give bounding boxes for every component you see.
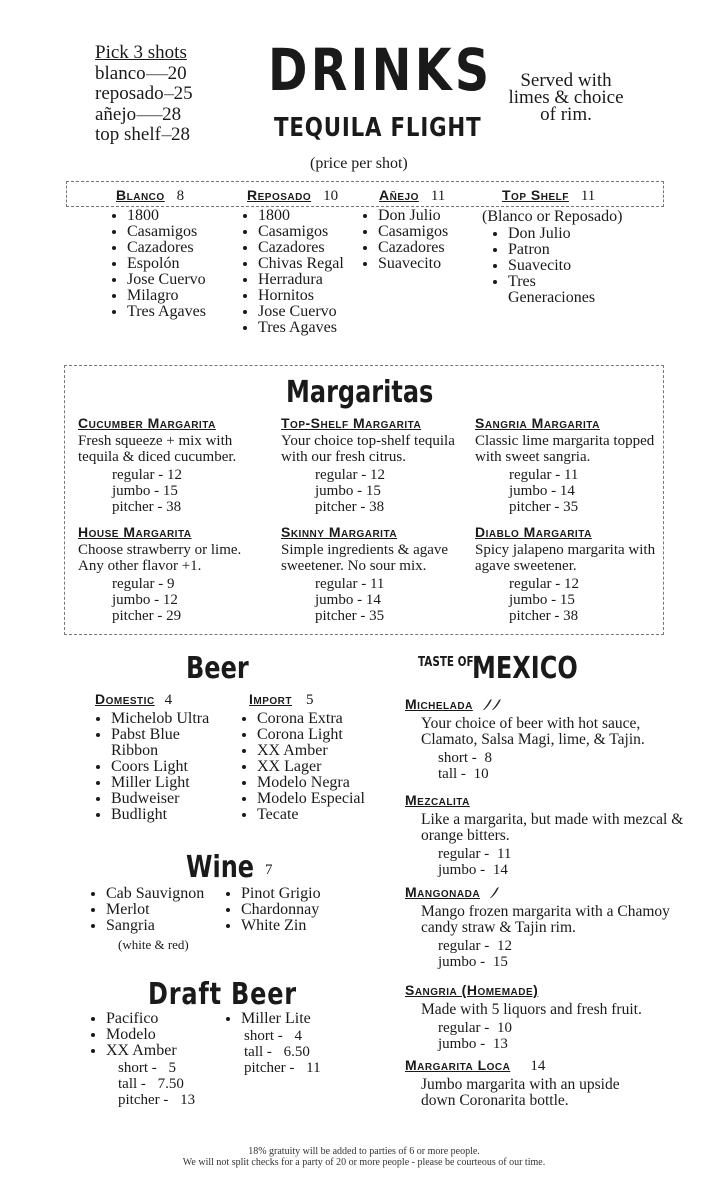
draft-item: • Pacifico: [106, 1011, 177, 1027]
domestic-item: • Budlight: [111, 807, 229, 823]
price-label: tall -: [438, 766, 470, 782]
price-row: [118, 1076, 195, 1092]
price-row: [438, 954, 705, 970]
import-item: • XX Lager: [257, 759, 389, 775]
margarita-desc: Your choice top-shelf tequila with our fresh citrus.: [281, 433, 455, 465]
price-value: 13: [180, 1092, 196, 1108]
loca-desc: Jumbo margarita with an upside down Coronarita bottle.: [421, 1076, 620, 1109]
price-label: regular -: [315, 467, 370, 483]
wine-item: • Merlot: [106, 902, 204, 918]
mexico-item: [405, 882, 705, 970]
price-label: regular -: [112, 467, 167, 483]
price-row: [112, 592, 268, 608]
margarita-prices: [509, 467, 665, 515]
price-row: [244, 1044, 321, 1060]
price-row: [244, 1060, 321, 1076]
mexico-prices: [438, 1020, 705, 1052]
price-label: jumbo -: [438, 954, 489, 970]
mexico-item-desc: Like a margarita, but made with mezcal & orange bitters.: [421, 811, 684, 844]
domestic-header: [95, 689, 245, 708]
price-row: [112, 608, 268, 624]
price-value: 14: [492, 862, 508, 878]
draft-list-1: [90, 1011, 177, 1059]
flight-col-header: [502, 185, 595, 204]
mexico-item-header: [405, 882, 705, 901]
price-value: 38: [369, 499, 385, 515]
price-value: 29: [166, 608, 182, 624]
flight-item: • Chivas Regal: [258, 256, 392, 272]
price-value: 11: [369, 576, 385, 592]
price-row: [509, 608, 665, 624]
flight-col-items: [482, 208, 632, 306]
price-label: jumbo -: [112, 483, 163, 499]
sangria-note: (white & red): [118, 937, 189, 952]
price-row: [315, 467, 471, 483]
shot-price: 25: [173, 83, 193, 105]
price-row: [315, 483, 471, 499]
price-value: 8: [484, 750, 492, 766]
price-row: [315, 608, 471, 624]
pick-shots-block: [95, 42, 225, 146]
footer-line-2: We will not split checks for a party of 20 or more people - please be courteous of our time.: [182, 1157, 546, 1168]
title-text: DRINKS: [268, 36, 493, 104]
price-row: [509, 467, 665, 483]
mexico-item-desc: Mango frozen margarita with a Chamoy candy straw & Tajin rim.: [421, 903, 670, 936]
price-label: jumbo -: [438, 862, 489, 878]
flight-col-name: Top Shelf: [502, 187, 569, 203]
price-label: jumbo -: [509, 483, 560, 499]
price-label: regular -: [315, 576, 370, 592]
shot-price: 28: [170, 124, 190, 146]
price-row: [438, 846, 705, 862]
price-row: [509, 483, 665, 499]
price-label: pitcher -: [509, 608, 564, 624]
price-value: 12: [166, 467, 182, 483]
domestic-item: • Pabst Blue Ribbon: [111, 727, 229, 759]
domestic-label: Domestic: [95, 691, 155, 707]
flight-col-name: Reposado: [247, 187, 312, 203]
import-item: • Corona Light: [257, 727, 389, 743]
price-row: [509, 592, 665, 608]
price-value: 14: [559, 483, 575, 499]
mexico-item-name: Mangonada: [405, 884, 481, 900]
flight-col-price: 11: [430, 188, 446, 204]
shot-price: 20: [167, 63, 187, 84]
price-row: [112, 576, 268, 592]
shot-name: top shelf: [95, 124, 161, 146]
margarita-name: Diablo Margarita: [475, 524, 592, 540]
margarita-prices: [509, 576, 665, 624]
flight-col-price: 10: [323, 188, 339, 204]
margarita-item: [281, 415, 471, 515]
domestic-item: • Michelob Ultra: [111, 711, 229, 727]
price-label: regular -: [509, 576, 564, 592]
mexico-item: [405, 790, 705, 878]
price-row: [112, 467, 268, 483]
mexico-item-desc: Made with 5 liquors and fresh fruit.: [421, 1001, 642, 1018]
wine-list-2: [225, 886, 321, 934]
price-label: regular -: [438, 846, 493, 862]
flight-item: • Don Julio: [508, 226, 618, 242]
draft-list-2: [225, 1011, 311, 1027]
shot-row: [95, 84, 225, 104]
wine-item: • Sangria: [106, 918, 204, 934]
wine-item: • White Zin: [241, 918, 321, 934]
flight-col-price: 11: [580, 188, 596, 204]
margarita-name: House Margarita: [78, 524, 192, 540]
price-label: tall -: [118, 1076, 150, 1092]
draft-title: Draft Beer: [148, 977, 297, 1012]
margaritas-title: Margaritas: [286, 375, 434, 410]
flight-item: • Jose Cuervo: [258, 304, 392, 320]
price-row: [438, 1036, 705, 1052]
flight-item: • Tres Agaves: [258, 320, 392, 336]
price-row: [438, 938, 705, 954]
price-label: jumbo -: [112, 592, 163, 608]
flight-item: • Herradura: [258, 272, 392, 288]
domestic-list: [95, 711, 229, 823]
price-label: regular -: [438, 938, 493, 954]
import-item: • Modelo Especial: [257, 791, 389, 807]
margarita-prices: [112, 467, 268, 515]
served-note: Served with limes & choice of rim.: [508, 70, 624, 125]
pick-title: Pick 3 shots: [95, 42, 187, 63]
price-label: pitcher -: [315, 499, 370, 515]
draft-item: • Miller Lite: [241, 1011, 311, 1027]
domestic-item: • Coors Light: [111, 759, 229, 775]
margarita-prices: [112, 576, 268, 624]
import-item: • XX Amber: [257, 743, 389, 759]
price-value: 12: [496, 938, 512, 954]
price-label: pitcher -: [509, 499, 564, 515]
shot-dots: -----------: [145, 68, 168, 79]
beer-domestic: [95, 689, 245, 823]
margarita-name: Cucumber Margarita: [78, 415, 216, 431]
flight-item: • Casamigos: [258, 224, 392, 240]
mexico-prices: [438, 938, 705, 970]
price-value: 6.50: [283, 1044, 310, 1060]
price-value: 10: [496, 1020, 512, 1036]
mexico-item-header: [405, 790, 705, 809]
margarita-desc: Spicy jalapeno margarita with agave sweetener.: [475, 542, 656, 574]
price-value: 35: [369, 608, 385, 624]
taste-of-label: TASTE OF: [418, 655, 474, 670]
price-value: 4: [294, 1028, 302, 1044]
price-value: 12: [162, 592, 178, 608]
beer-import: [249, 689, 389, 823]
margarita-name: Skinny Margarita: [281, 524, 398, 540]
shot-dots: -------------: [136, 109, 163, 120]
mexico-item-name: Michelada: [405, 696, 473, 712]
margarita-desc: Choose strawberry or lime. Any other flavor +1.: [78, 542, 242, 574]
margarita-prices: [315, 467, 471, 515]
price-row: [112, 483, 268, 499]
price-label: jumbo -: [315, 483, 366, 499]
price-label: pitcher -: [118, 1092, 173, 1108]
price-value: 35: [563, 499, 579, 515]
draft-item: • Modelo: [106, 1027, 177, 1043]
flight-col-name: Blanco: [116, 187, 165, 203]
price-row: [112, 499, 268, 515]
price-row: [438, 750, 705, 766]
price-value: 15: [559, 592, 575, 608]
wine-list-1: [90, 886, 204, 934]
draft-item: • XX Amber: [106, 1043, 177, 1059]
wine-price: 7: [265, 862, 273, 878]
import-item: • Corona Extra: [257, 711, 389, 727]
flight-item: • Cazadores: [378, 240, 512, 256]
shot-price: 28: [162, 103, 182, 125]
wine-item: • Pinot Grigio: [241, 886, 321, 902]
flight-col-name: Añejo: [379, 187, 419, 203]
footer-line-1: 18% gratuity will be added to parties of 6 or more people.: [248, 1146, 480, 1157]
margarita-item: [475, 415, 665, 515]
flight-item: • Hornitos: [258, 288, 392, 304]
mexico-header: [418, 651, 578, 686]
margarita-item: [78, 415, 268, 515]
price-value: 5: [168, 1060, 176, 1076]
price-label: pitcher -: [244, 1060, 299, 1076]
price-value: 9: [166, 576, 175, 592]
wine-item: • Cab Sauvignon: [106, 886, 204, 902]
import-item: • Tecate: [257, 807, 389, 823]
mexico-item: [405, 694, 705, 782]
flight-item: • Jose Cuervo: [127, 272, 261, 288]
draft-prices-1: [118, 1060, 195, 1108]
flight-list: [492, 226, 618, 306]
mexico-title: MEXICO: [472, 651, 578, 686]
margarita-desc: Simple ingredients & agave sweetener. No sour mix.: [281, 542, 449, 574]
price-label: short -: [118, 1060, 161, 1076]
price-value: 15: [162, 483, 178, 499]
footer: [0, 1146, 728, 1168]
price-row: [315, 499, 471, 515]
price-value: 12: [563, 576, 579, 592]
price-label: pitcher -: [112, 499, 167, 515]
price-value: 38: [166, 499, 182, 515]
price-value: 12: [369, 467, 385, 483]
shot-dots: -----: [160, 130, 171, 141]
shot-name: reposado: [95, 83, 164, 105]
import-header: [249, 689, 389, 708]
price-value: 38: [563, 608, 579, 624]
mexico-item-header: [405, 694, 705, 713]
shot-dots: -----: [163, 89, 174, 100]
flight-item: • Casamigos: [378, 224, 512, 240]
price-value: 11: [306, 1060, 321, 1076]
margarita-desc: Fresh squeeze + mix with tequila & diced cucumber.: [78, 433, 237, 465]
price-value: 7.50: [157, 1076, 184, 1092]
margarita-desc: Classic lime margarita topped with sweet sangria.: [475, 433, 655, 465]
price-row: [438, 1020, 705, 1036]
margarita-name: Top-Shelf Margarita: [281, 415, 422, 431]
flight-item: • Espolón: [127, 256, 261, 272]
margarita-item: [78, 524, 268, 624]
price-value: 10: [473, 766, 489, 782]
flight-item: • Cazadores: [258, 240, 392, 256]
mexico-item-name: Sangria (Homemade): [405, 982, 539, 998]
flight-list: [111, 208, 261, 320]
wine-header: [186, 851, 271, 885]
price-label: jumbo -: [438, 1036, 489, 1052]
price-label: regular -: [509, 467, 564, 483]
price-label: pitcher -: [315, 608, 370, 624]
flight-col-header: [247, 185, 338, 204]
beer-title: Beer: [186, 651, 249, 686]
mexico-item: [405, 980, 705, 1052]
price-row: [315, 592, 471, 608]
price-label: short -: [244, 1028, 287, 1044]
price-label: short -: [438, 750, 481, 766]
flight-item: • Milagro: [127, 288, 261, 304]
margarita-prices: [315, 576, 471, 624]
price-value: 13: [492, 1036, 508, 1052]
import-list: [241, 711, 389, 823]
shot-row: [95, 125, 225, 145]
flight-col-items: [111, 208, 261, 320]
margarita-item: [475, 524, 665, 624]
price-row: [315, 576, 471, 592]
mexico-item-header: [405, 980, 705, 999]
price-value: 14: [365, 592, 381, 608]
flight-item: • Suavecito: [378, 256, 512, 272]
price-label: regular -: [112, 576, 167, 592]
margarita-name: Sangria Margarita: [475, 415, 600, 431]
flight-item: • Suavecito: [508, 258, 618, 274]
price-value: 11: [563, 467, 579, 483]
price-label: tall -: [244, 1044, 276, 1060]
price-label: regular -: [438, 1020, 493, 1036]
price-label: pitcher -: [112, 608, 167, 624]
draft-prices-2: [244, 1028, 321, 1076]
price-row: [438, 862, 705, 878]
domestic-item: • Budweiser: [111, 791, 229, 807]
shot-name: blanco: [95, 63, 146, 84]
wine-item: • Chardonnay: [241, 902, 321, 918]
price-per-shot: (price per shot): [310, 155, 408, 172]
import-price: 5: [306, 692, 314, 708]
price-label: jumbo -: [509, 592, 560, 608]
flight-item: • Tres Generaciones: [508, 274, 618, 306]
margarita-loca: [405, 1055, 695, 1109]
flight-item: • Casamigos: [127, 224, 261, 240]
page-subtitle: TEQUILA FLIGHT: [274, 113, 482, 143]
price-label: jumbo -: [315, 592, 366, 608]
flight-col-header: [379, 185, 445, 204]
flight-item: • 1800: [127, 208, 261, 224]
domestic-price: 4: [164, 692, 173, 708]
shot-row: [95, 64, 225, 84]
flight-item: • Patron: [508, 242, 618, 258]
flight-item: • Don Julio: [378, 208, 512, 224]
price-row: [509, 576, 665, 592]
price-row: [118, 1060, 195, 1076]
shot-row: [95, 105, 225, 125]
flight-col-price: 8: [176, 188, 185, 204]
price-row: [244, 1028, 321, 1044]
mexico-prices: [438, 846, 705, 878]
flight-item: • Cazadores: [127, 240, 261, 256]
mexico-item-desc: Your choice of beer with hot sauce, Clamato, Salsa Magi, lime, & Tajin.: [421, 715, 645, 748]
flight-item: • Tres Agaves: [127, 304, 261, 320]
flight-col-header: [116, 185, 184, 204]
mexico-prices: [438, 750, 705, 782]
price-value: 15: [365, 483, 381, 499]
loca-price: 14: [530, 1058, 546, 1074]
chili-pepper-icon: [488, 885, 512, 899]
flight-col-note: (Blanco or Reposado): [482, 208, 623, 225]
shot-name: añejo: [95, 103, 137, 125]
loca-name: Margarita Loca: [405, 1057, 511, 1073]
loca-header: [405, 1055, 695, 1074]
domestic-item: • Miller Light: [111, 775, 229, 791]
price-row: [509, 499, 665, 515]
margarita-item: [281, 524, 471, 624]
mexico-item-name: Mezcalita: [405, 792, 470, 808]
price-row: [118, 1092, 195, 1108]
price-value: 11: [496, 846, 512, 862]
import-item: • Modelo Negra: [257, 775, 389, 791]
wine-title: Wine: [186, 850, 255, 885]
price-value: 15: [492, 954, 508, 970]
chili-pepper-icon: [481, 697, 505, 711]
price-row: [438, 766, 705, 782]
import-label: Import: [249, 691, 292, 707]
flight-item: • 1800: [258, 208, 392, 224]
shots-list: [95, 64, 225, 146]
